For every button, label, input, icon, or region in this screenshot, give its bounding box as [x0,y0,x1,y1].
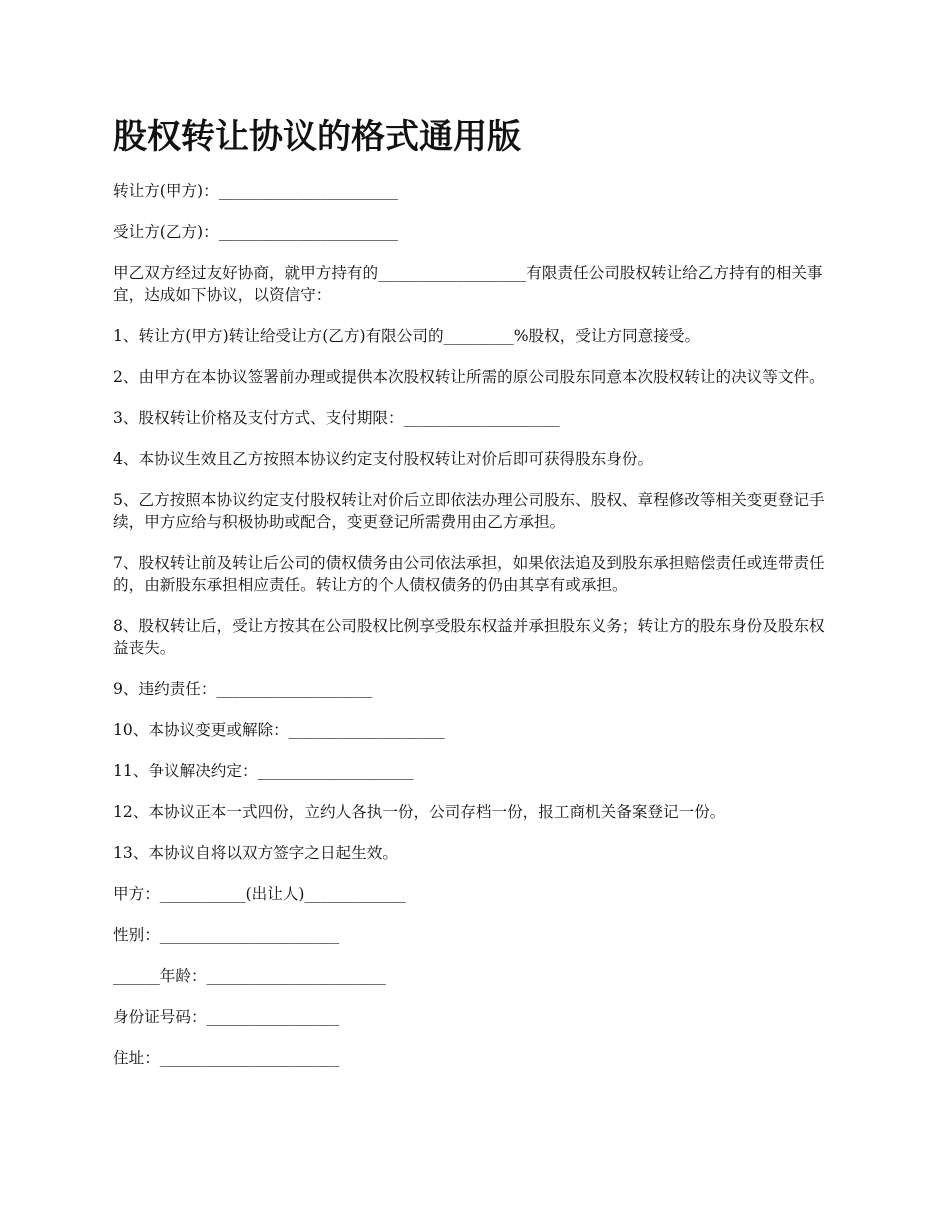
clause-4: 4、本协议生效且乙方按照本协议约定支付股权转让对价后即可获得股东身份。 [113,450,654,468]
clause-9: 9、违约责任：____________________ [113,680,373,698]
clause-1: 1、转让方(甲方)转让给受让方(乙方)有限公司的_________%股权，受让方同意接受。 [113,327,701,345]
clause-7: 7、股权转让前及转让后公司的债权债务由公司依法承担，如果依法追及到股东承担赔偿责任或连带责任的，由新股东承担相应责任。转让方的个人债权债务的仍由其享有或承担。 [113,554,825,594]
clause-5: 5、乙方按照本协议约定支付股权转让对价后立即依法办理公司股东、股权、章程修改等相关变更登记手续，甲方应给与积极协助或配合，变更登记所需费用由乙方承担。 [113,491,825,531]
clause-2: 2、由甲方在本协议签署前办理或提供本次股权转让所需的原公司股东同意本次股权转让的决议等文件。 [113,368,825,386]
clause-10: 10、本协议变更或解除：____________________ [113,721,445,739]
clause-preamble: 甲乙双方经过友好协商，就甲方持有的___________________有限责任公司股权转让给乙方持有的相关事宜，达成如下协议，以资信守： [113,264,823,304]
clause-13: 13、本协议自将以双方签字之日起生效。 [113,844,398,862]
clause-12: 12、本协议正本一式四份，立约人各执一份，公司存档一份，报工商机关备案登记一份。 [113,803,726,821]
signature-id-number: 身份证号码：_________________ [113,1008,340,1026]
document-title: 股权转让协议的格式通用版 [113,117,521,157]
signature-party-a: 甲方：___________(出让人)_____________ [113,885,406,903]
document-page [113,110,838,1088]
signature-gender: 性别：_______________________ [113,926,340,944]
clause-3: 3、股权转让价格及支付方式、支付期限：____________________ [113,409,560,427]
clause-transferee: 受让方(乙方)：_______________________ [113,223,399,241]
clause-8: 8、股权转让后，受让方按其在公司股权比例享受股东权益并承担股东义务；转让方的股东身份及股东权益丧失。 [113,617,825,657]
clause-11: 11、争议解决约定：____________________ [113,762,414,780]
signature-age: ______年龄：_______________________ [113,967,386,985]
clause-transferor: 转让方(甲方)：_______________________ [113,182,399,200]
signature-address: 住址：_______________________ [113,1049,340,1067]
